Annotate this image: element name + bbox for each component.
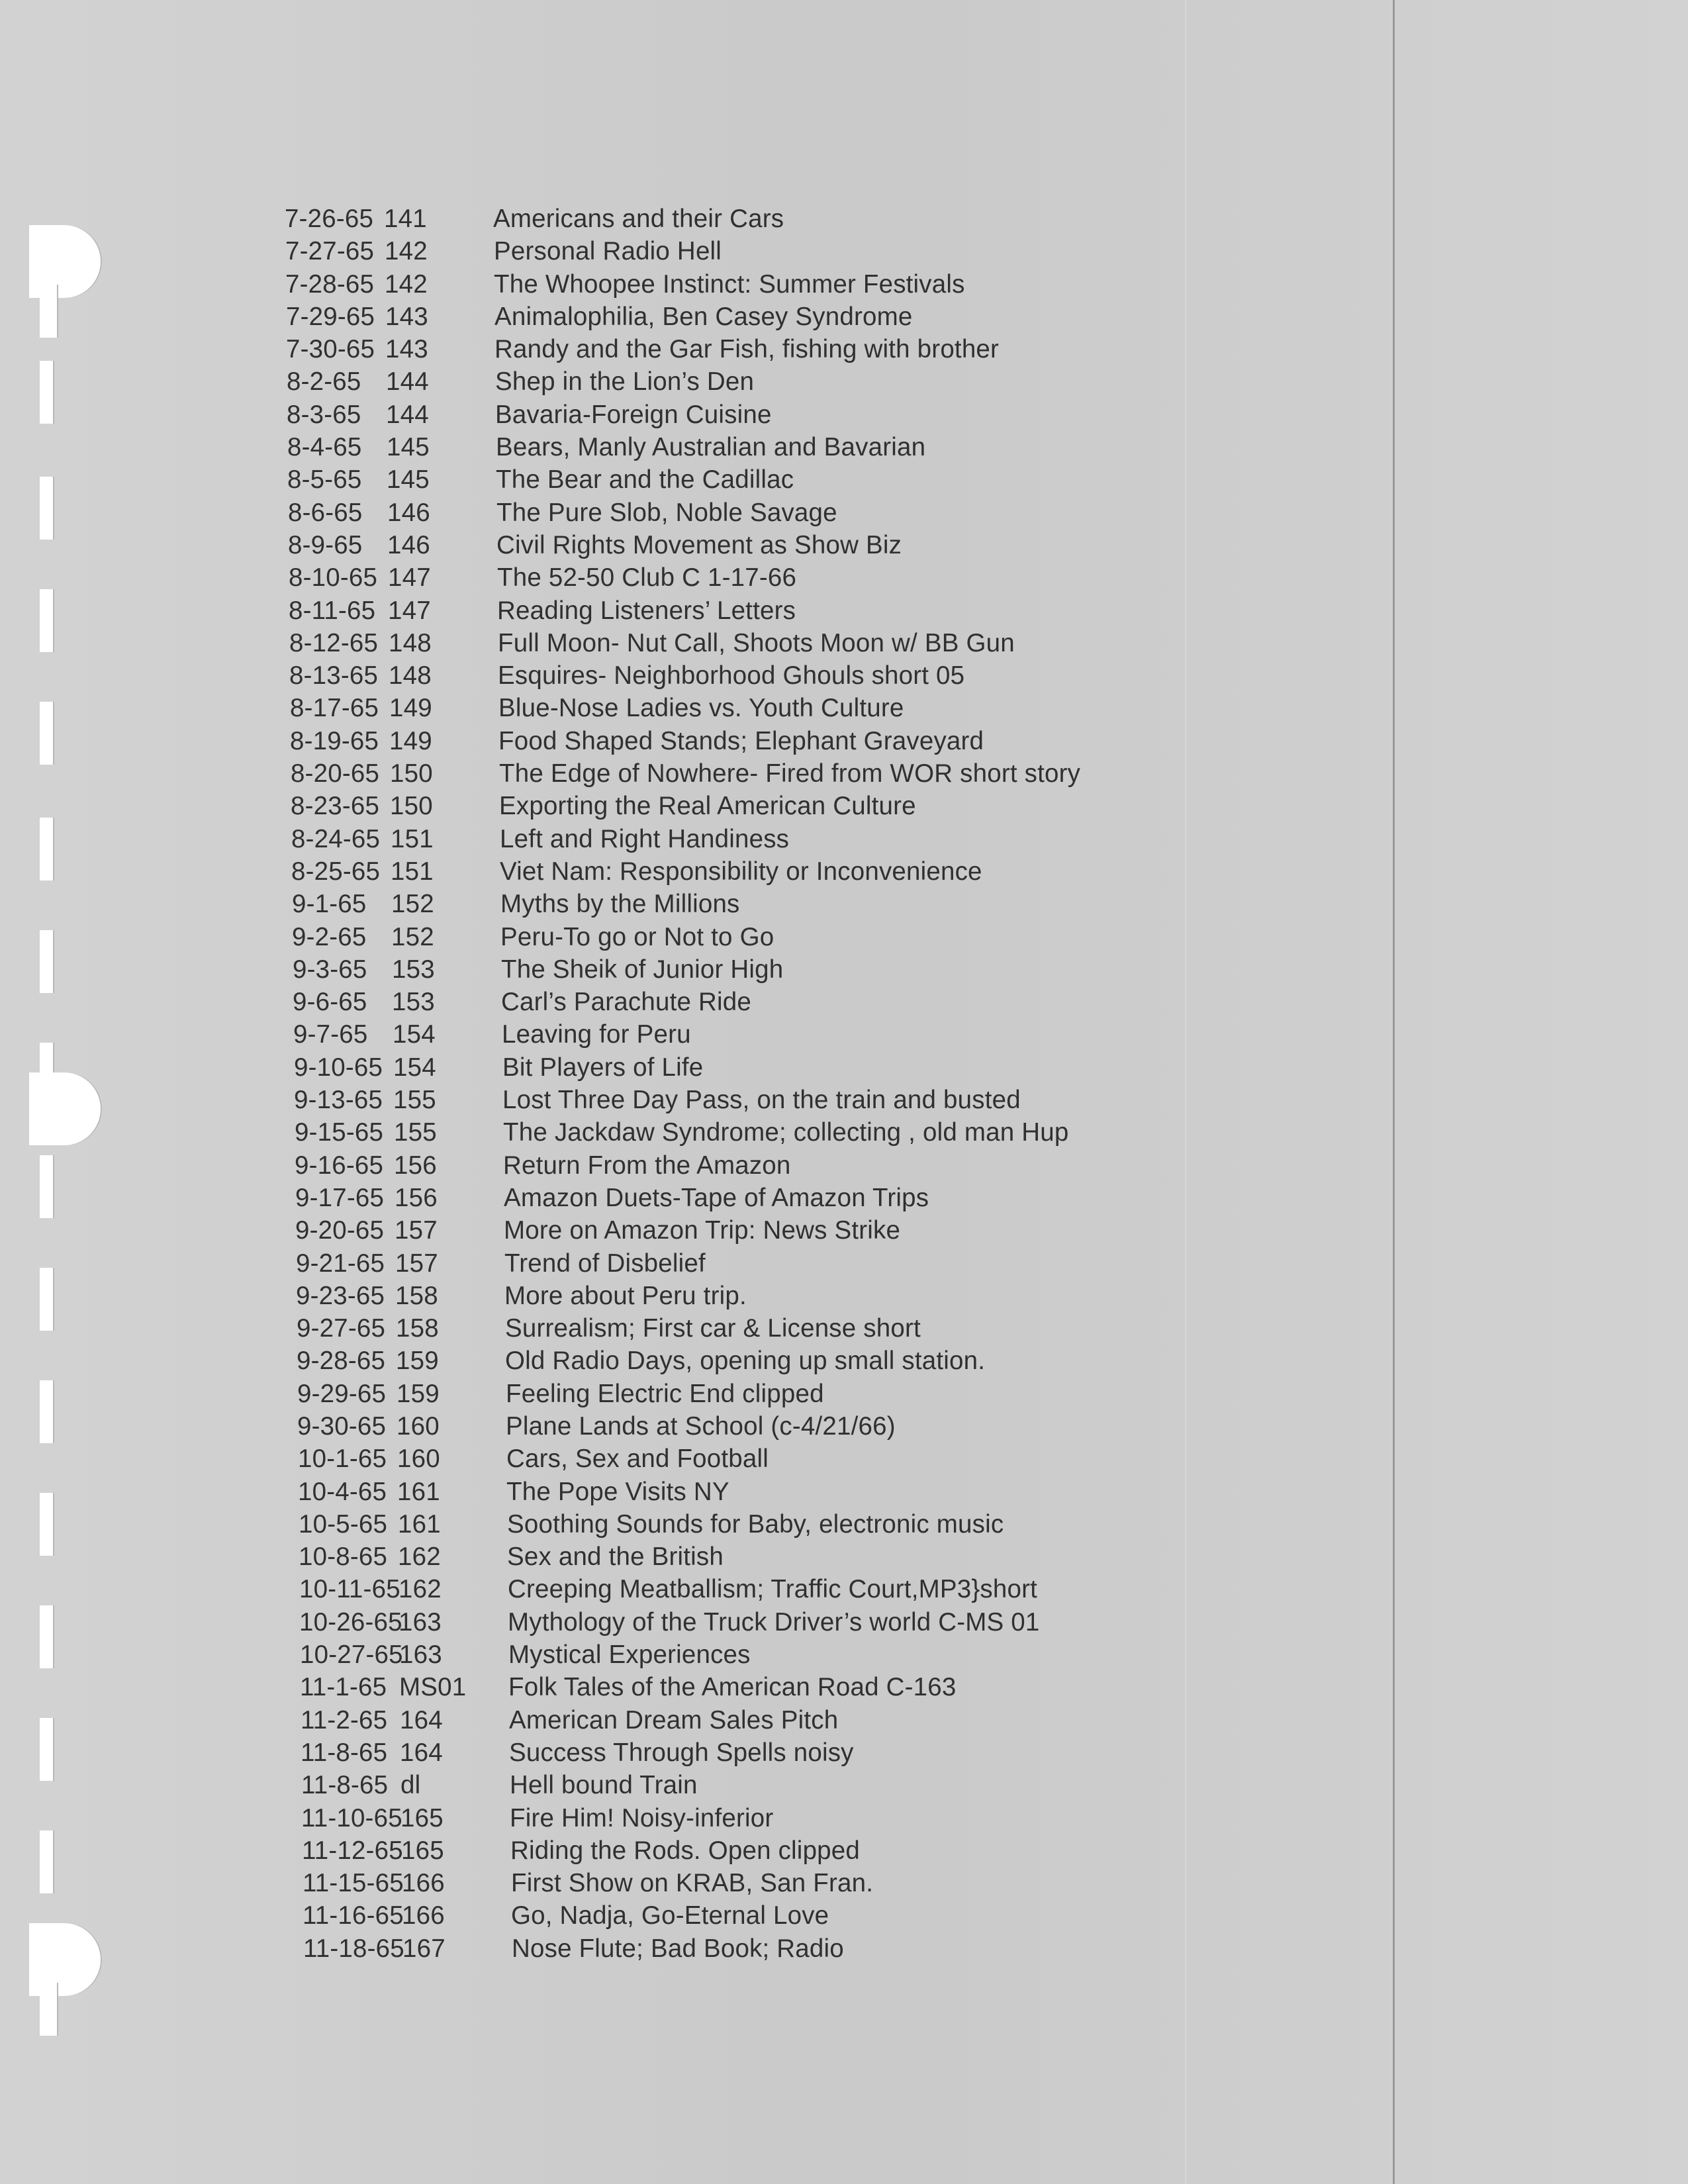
entry-date: 9-17-65 xyxy=(295,1183,385,1212)
entry-number: 154 xyxy=(393,1020,436,1049)
entry-number: 159 xyxy=(397,1379,440,1408)
entry-date: 11-10-65 xyxy=(301,1803,402,1832)
log-entry xyxy=(303,1932,1080,1965)
entry-title: Randy and the Gar Fish, fishing with brother xyxy=(494,335,1000,364)
entry-title: First Show on KRAB, San Fran. xyxy=(511,1869,874,1898)
log-entry xyxy=(287,399,1080,431)
log-entry xyxy=(295,1116,1080,1149)
log-entry xyxy=(291,823,1080,855)
entry-date: 10-27-65 xyxy=(300,1640,403,1670)
entry-title: Lost Three Day Pass, on the train and busted xyxy=(502,1086,1021,1115)
log-entry xyxy=(294,1051,1080,1084)
log-entry xyxy=(298,1476,1080,1508)
entry-number: MS01 xyxy=(399,1673,467,1702)
entry-number: 145 xyxy=(387,465,430,495)
entry-date: 8-10-65 xyxy=(289,563,378,593)
entry-title: Old Radio Days, opening up small station. xyxy=(505,1347,986,1376)
entry-title: Hell bound Train xyxy=(510,1771,698,1800)
entry-number: 149 xyxy=(389,726,432,755)
entry-title: More on Amazon Trip: News Strike xyxy=(504,1216,901,1245)
entry-number: 155 xyxy=(394,1118,437,1147)
entry-date: 9-1-65 xyxy=(292,890,367,919)
entry-number: 164 xyxy=(400,1705,443,1734)
entry-date: 9-2-65 xyxy=(292,922,367,951)
log-entry xyxy=(293,1018,1080,1051)
entry-number: 153 xyxy=(392,955,435,984)
entry-number: 147 xyxy=(388,596,431,625)
entry-title: The Pope Visits NY xyxy=(506,1477,729,1506)
entry-date: 9-7-65 xyxy=(293,1020,368,1049)
entry-title: Animalophilia, Ben Casey Syndrome xyxy=(494,302,913,331)
entry-title: American Dream Sales Pitch xyxy=(509,1705,839,1734)
entry-title: Civil Rights Movement as Show Biz xyxy=(496,530,902,559)
log-entry xyxy=(300,1638,1080,1671)
entry-number: 164 xyxy=(400,1738,443,1767)
entry-number: 149 xyxy=(389,694,432,723)
entry-title: Plane Lands at School (c-4/21/66) xyxy=(506,1411,896,1441)
entry-date: 10-5-65 xyxy=(299,1509,388,1539)
log-entry xyxy=(298,1443,1080,1475)
binder-slot xyxy=(40,1718,54,1781)
entry-date: 9-10-65 xyxy=(294,1053,383,1082)
entry-title: The Whoopee Instinct: Summer Festivals xyxy=(494,269,965,299)
entry-number: 141 xyxy=(384,205,427,233)
entry-number: 142 xyxy=(385,269,428,299)
entry-number: 166 xyxy=(402,1869,445,1898)
log-entry xyxy=(302,1834,1080,1867)
entry-date: 8-4-65 xyxy=(287,433,362,462)
entry-number: 157 xyxy=(395,1216,438,1245)
log-entry xyxy=(295,1149,1080,1182)
log-entry xyxy=(285,235,1080,267)
log-entry xyxy=(285,268,1080,301)
entry-title: Trend of Disbelief xyxy=(504,1249,706,1278)
entry-title: Viet Nam: Responsibility or Inconvenience xyxy=(500,857,982,886)
entry-number: 147 xyxy=(388,563,431,593)
binder-hole-top-tail xyxy=(40,285,58,338)
binder-slot xyxy=(40,1493,54,1556)
entry-number: 166 xyxy=(402,1901,445,1930)
broadcast-log-list xyxy=(285,203,1080,1965)
log-entry xyxy=(301,1769,1080,1801)
entry-number: 144 xyxy=(386,367,429,397)
log-entry xyxy=(301,1736,1080,1769)
entry-number: 156 xyxy=(394,1151,437,1180)
entry-date: 11-12-65 xyxy=(302,1836,403,1865)
entry-title: Peru-To go or Not to Go xyxy=(500,922,774,951)
entry-date: 11-2-65 xyxy=(301,1705,388,1734)
entry-number: 162 xyxy=(398,1543,441,1572)
entry-date: 8-24-65 xyxy=(291,824,381,853)
entry-date: 11-15-65 xyxy=(303,1869,404,1898)
log-entry xyxy=(303,1867,1080,1899)
log-entry xyxy=(296,1247,1080,1280)
entry-title: The Pure Slob, Noble Savage xyxy=(496,498,837,527)
entry-date: 11-18-65 xyxy=(303,1934,404,1963)
entry-title: Nose Flute; Bad Book; Radio xyxy=(512,1934,844,1963)
entry-number: 159 xyxy=(396,1347,439,1376)
entry-title: The Edge of Nowhere- Fired from WOR short story xyxy=(499,759,1081,788)
log-entry xyxy=(288,497,1080,529)
entry-date: 7-26-65 xyxy=(285,205,374,233)
log-entry xyxy=(303,1899,1080,1932)
entry-title: Food Shaped Stands; Elephant Graveyard xyxy=(498,726,984,755)
entry-date: 8-13-65 xyxy=(289,661,379,690)
entry-title: Folk Tales of the American Road C-163 xyxy=(508,1673,957,1702)
entry-title: The 52-50 Club C 1-17-66 xyxy=(497,563,797,593)
entry-date: 9-16-65 xyxy=(295,1151,384,1180)
entry-date: 9-28-65 xyxy=(297,1347,386,1376)
entry-title: Myths by the Millions xyxy=(500,890,740,919)
entry-date: 9-6-65 xyxy=(293,988,367,1017)
entry-number: 148 xyxy=(389,661,432,690)
entry-number: 142 xyxy=(385,237,428,266)
log-entry xyxy=(289,627,1080,659)
entry-date: 10-11-65 xyxy=(299,1575,400,1604)
entry-number: 162 xyxy=(399,1575,442,1604)
log-entry xyxy=(287,431,1080,463)
entry-title: Soothing Sounds for Baby, electronic music xyxy=(507,1509,1004,1539)
entry-date: 10-8-65 xyxy=(299,1543,388,1572)
log-entry xyxy=(297,1312,1080,1345)
entry-title: Surrealism; First car & License short xyxy=(505,1314,921,1343)
entry-number: 143 xyxy=(385,302,428,331)
entry-date: 8-11-65 xyxy=(289,596,376,625)
entry-number: 155 xyxy=(393,1086,436,1115)
entry-title: Riding the Rods. Open clipped xyxy=(510,1836,861,1865)
log-entry xyxy=(289,561,1080,594)
log-entry xyxy=(291,855,1080,888)
binder-slot xyxy=(40,1380,54,1443)
log-entry xyxy=(292,888,1080,920)
binder-slot xyxy=(40,702,54,765)
entry-date: 9-15-65 xyxy=(295,1118,384,1147)
entry-date: 9-30-65 xyxy=(297,1411,387,1441)
entry-title: Shep in the Lion’s Den xyxy=(495,367,755,397)
entry-number: 145 xyxy=(387,433,430,462)
entry-number: 160 xyxy=(397,1445,440,1474)
entry-title: Carl’s Parachute Ride xyxy=(501,988,751,1017)
log-entry xyxy=(297,1345,1080,1377)
log-entry xyxy=(301,1802,1080,1834)
entry-title: Mythology of the Truck Driver’s world C-MS 01 xyxy=(508,1607,1040,1637)
entry-title: Bavaria-Foreign Cuisine xyxy=(495,400,772,429)
binder-slot xyxy=(40,1155,54,1218)
entry-title: Sex and the British xyxy=(507,1543,724,1572)
entry-title: Return From the Amazon xyxy=(503,1151,791,1180)
entry-date: 11-16-65 xyxy=(303,1901,404,1930)
log-entry xyxy=(297,1410,1080,1443)
binder-slot xyxy=(40,361,54,424)
entry-date: 8-3-65 xyxy=(287,400,361,429)
log-entry xyxy=(295,1182,1080,1214)
entry-number: 161 xyxy=(398,1509,441,1539)
entry-date: 8-5-65 xyxy=(287,465,362,495)
entry-title: Bears, Manly Australian and Bavarian xyxy=(496,433,926,462)
entry-title: Success Through Spells noisy xyxy=(509,1738,854,1767)
entry-date: 11-8-65 xyxy=(301,1771,389,1800)
entry-title: Full Moon- Nut Call, Shoots Moon w/ BB Gun xyxy=(498,628,1015,657)
entry-date: 7-27-65 xyxy=(285,237,375,266)
log-entry xyxy=(293,986,1080,1018)
entry-date: 9-20-65 xyxy=(295,1216,385,1245)
entry-date: 8-12-65 xyxy=(289,628,379,657)
log-entry xyxy=(289,659,1080,692)
entry-number: 161 xyxy=(397,1477,440,1506)
entry-title: Leaving for Peru xyxy=(502,1020,691,1049)
binder-slot xyxy=(40,930,54,993)
log-entry xyxy=(295,1214,1080,1247)
entry-number: 150 xyxy=(390,792,433,821)
entry-date: 10-4-65 xyxy=(298,1477,387,1506)
entry-date: 8-23-65 xyxy=(291,792,380,821)
entry-number: 151 xyxy=(391,824,434,853)
binder-slot xyxy=(40,818,54,880)
page-edge-line xyxy=(1393,0,1395,2184)
entry-title: Amazon Duets-Tape of Amazon Trips xyxy=(504,1183,929,1212)
entry-date: 9-23-65 xyxy=(296,1281,385,1310)
entry-title: The Sheik of Junior High xyxy=(501,955,784,984)
entry-title: Cars, Sex and Football xyxy=(506,1445,769,1474)
entry-date: 8-19-65 xyxy=(290,726,379,755)
entry-date: 7-30-65 xyxy=(286,335,375,364)
entry-title: Americans and their Cars xyxy=(493,205,784,233)
entry-date: 8-20-65 xyxy=(291,759,380,788)
paper-fold-line xyxy=(1185,0,1186,2184)
entry-number: 151 xyxy=(391,857,434,886)
entry-title: The Bear and the Cadillac xyxy=(496,465,794,495)
entry-number: 163 xyxy=(399,1640,442,1670)
entry-number: 144 xyxy=(386,400,429,429)
log-entry xyxy=(289,594,1080,627)
entry-date: 9-3-65 xyxy=(293,955,367,984)
log-entry xyxy=(294,1084,1080,1116)
log-entry xyxy=(299,1508,1080,1541)
entry-title: Personal Radio Hell xyxy=(494,237,722,266)
log-entry xyxy=(300,1671,1080,1703)
entry-title: Creeping Meatballism; Traffic Court,MP3}short xyxy=(508,1575,1037,1604)
entry-number: 167 xyxy=(402,1934,445,1963)
entry-title: Esquires- Neighborhood Ghouls short 05 xyxy=(498,661,965,690)
log-entry xyxy=(292,921,1080,953)
log-entry xyxy=(290,725,1080,757)
entry-date: 7-28-65 xyxy=(285,269,375,299)
entry-title: Go, Nadja, Go-Eternal Love xyxy=(511,1901,829,1930)
entry-date: 8-6-65 xyxy=(288,498,363,527)
entry-date: 11-8-65 xyxy=(301,1738,388,1767)
entry-title: More about Peru trip. xyxy=(504,1281,747,1310)
log-entry xyxy=(286,301,1080,333)
log-entry xyxy=(299,1573,1080,1605)
entry-title: Exporting the Real American Culture xyxy=(499,792,916,821)
log-entry xyxy=(288,529,1080,561)
entry-date: 10-26-65 xyxy=(299,1607,402,1637)
binder-hole-bottom-tail xyxy=(40,1983,58,2036)
binder-slot xyxy=(40,1830,54,1893)
entry-number: 157 xyxy=(395,1249,438,1278)
entry-date: 11-1-65 xyxy=(300,1673,387,1702)
entry-number: 158 xyxy=(395,1281,438,1310)
binder-slot xyxy=(40,477,54,540)
entry-title: Fire Him! Noisy-inferior xyxy=(510,1803,774,1832)
entry-number: 154 xyxy=(393,1053,436,1082)
binder-hole-middle xyxy=(29,1072,102,1145)
entry-title: The Jackdaw Syndrome; collecting , old man Hup xyxy=(503,1118,1069,1147)
log-entry xyxy=(291,757,1080,790)
binder-slot xyxy=(40,1268,54,1331)
entry-number: 152 xyxy=(391,890,434,919)
log-entry xyxy=(299,1606,1080,1638)
log-entry xyxy=(293,953,1080,986)
entry-date: 9-21-65 xyxy=(296,1249,385,1278)
log-entry xyxy=(291,790,1080,822)
entry-title: Left and Right Handiness xyxy=(500,824,790,853)
entry-number: 146 xyxy=(387,530,430,559)
log-entry xyxy=(299,1541,1080,1573)
log-entry xyxy=(301,1704,1080,1736)
entry-date: 9-29-65 xyxy=(297,1379,387,1408)
entry-number: 143 xyxy=(385,335,428,364)
log-entry xyxy=(285,203,1080,235)
entry-number: 153 xyxy=(392,988,435,1017)
entry-number: dl xyxy=(400,1771,421,1800)
entry-date: 8-9-65 xyxy=(288,530,363,559)
log-entry xyxy=(287,365,1080,398)
entry-title: Bit Players of Life xyxy=(502,1053,704,1082)
entry-date: 8-17-65 xyxy=(290,694,379,723)
entry-date: 9-13-65 xyxy=(294,1086,383,1115)
entry-date: 8-2-65 xyxy=(287,367,361,397)
entry-number: 150 xyxy=(390,759,433,788)
log-entry xyxy=(290,692,1080,724)
log-entry xyxy=(296,1280,1080,1312)
binder-slot xyxy=(40,589,54,652)
entry-number: 152 xyxy=(391,922,434,951)
entry-number: 156 xyxy=(395,1183,438,1212)
entry-title: Blue-Nose Ladies vs. Youth Culture xyxy=(498,694,904,723)
binder-slot xyxy=(40,1605,54,1668)
log-entry xyxy=(287,463,1080,496)
entry-number: 148 xyxy=(389,628,432,657)
entry-number: 165 xyxy=(400,1803,444,1832)
entry-title: Mystical Experiences xyxy=(508,1640,751,1670)
entry-date: 9-27-65 xyxy=(297,1314,386,1343)
entry-number: 158 xyxy=(396,1314,439,1343)
entry-title: Reading Listeners’ Letters xyxy=(497,596,796,625)
entry-number: 146 xyxy=(387,498,430,527)
log-entry xyxy=(286,333,1080,365)
entry-date: 8-25-65 xyxy=(291,857,381,886)
entry-number: 165 xyxy=(401,1836,444,1865)
entry-date: 7-29-65 xyxy=(286,302,375,331)
log-entry xyxy=(297,1378,1080,1410)
entry-title: Feeling Electric End clipped xyxy=(506,1379,824,1408)
entry-number: 163 xyxy=(399,1607,442,1637)
entry-date: 10-1-65 xyxy=(298,1445,387,1474)
entry-number: 160 xyxy=(397,1411,440,1441)
